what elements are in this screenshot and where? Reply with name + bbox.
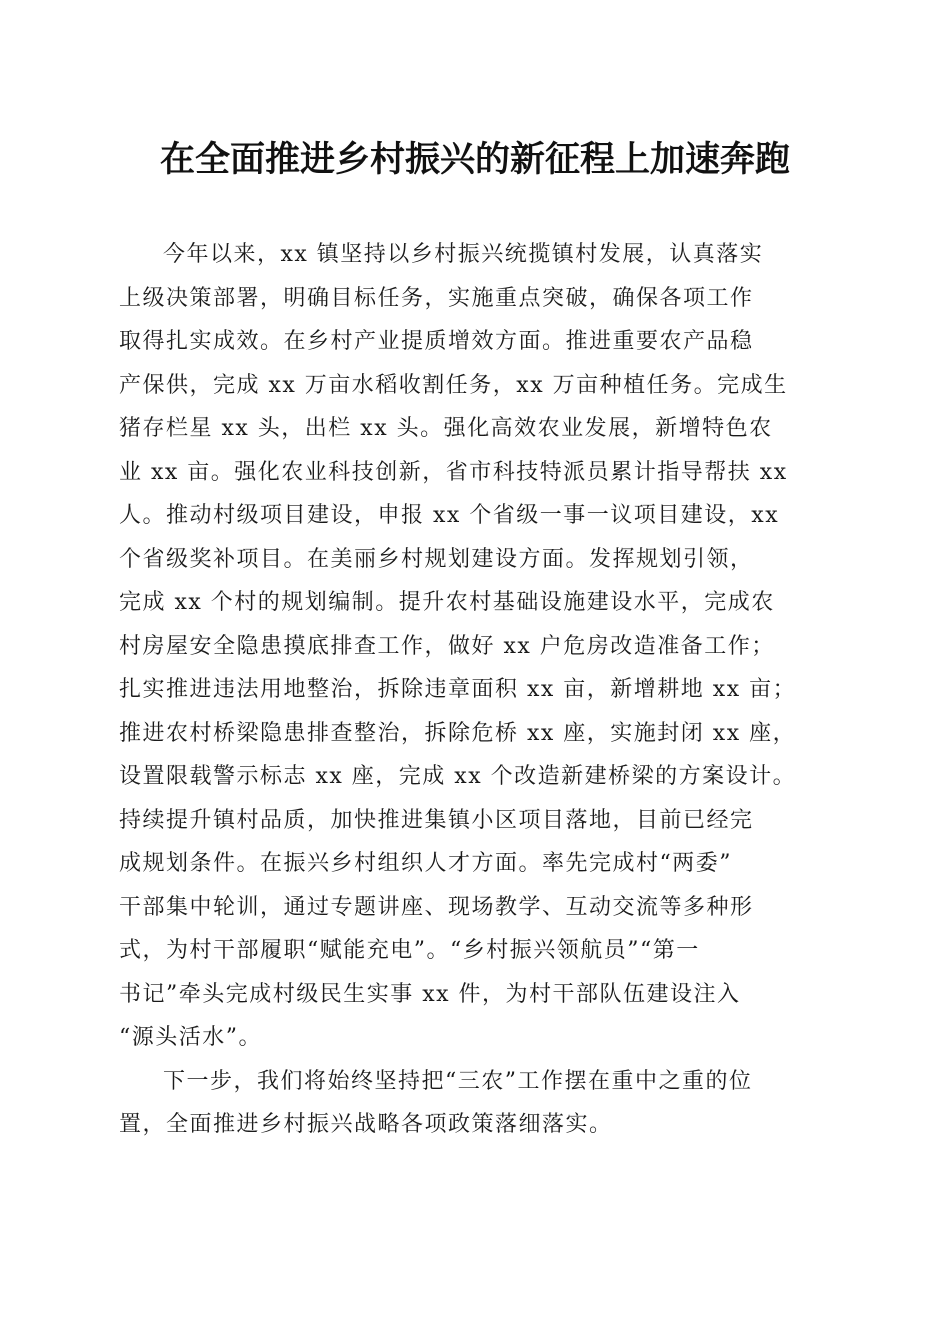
paragraph-line: 上级决策部署，明确目标任务，实施重点突破，确保各项工作 [119, 285, 754, 311]
document-body [119, 233, 831, 1147]
paragraph-line: 下一步，我们将始终坚持把“三农”工作摆在重中之重的位 [163, 1068, 753, 1094]
document-title: 在全面推进乡村振兴的新征程上加速奔跑 [159, 139, 790, 180]
paragraph-line: 人。推动村级项目建设，申报 xx 个省级一事一议项目建设，xx [119, 503, 780, 528]
paragraph-line: 式，为村干部履职“赋能充电”。“乡村振兴领航员”“第一 [119, 938, 700, 963]
paragraph-line: 设置限载警示标志 xx 座，完成 xx 个改造新建桥梁的方案设计。 [119, 764, 797, 789]
paragraph-line: 持续提升镇村品质，加快推进集镇小区项目落地，目前已经完 [119, 807, 754, 833]
paragraph-line: 业 xx 亩。强化农业科技创新，省市科技特派员累计指导帮扶 xx [119, 459, 788, 485]
paragraph-line: 今年以来，xx 镇坚持以乡村振兴统揽镇村发展，认真落实 [163, 242, 764, 267]
paragraph-line: 推进农村桥梁隐患排查整治，拆除危桥 xx 座，实施封闭 xx 座， [119, 720, 797, 746]
paragraph-line: 置，全面推进乡村振兴战略各项政策落细落实。 [119, 1112, 613, 1137]
paragraph-line: 个省级奖补项目。在美丽乡村规划建设方面。发挥规划引领， [119, 546, 754, 572]
paragraph-line: 取得扎实成效。在乡村产业提质增效方面。推进重要农产品稳 [119, 329, 754, 354]
paragraph-line: 干部集中轮训，通过专题讲座、现场教学、互动交流等多种形 [119, 894, 754, 920]
paragraph-line: 成规划条件。在振兴乡村组织人才方面。率先完成村“两委” [119, 851, 732, 876]
paragraph-1 [119, 233, 831, 1060]
paragraph-line: 村房屋安全隐患摸底排查工作，做好 xx 户危房改造准备工作； [119, 633, 775, 659]
paragraph-line: 书记”牵头完成村级民生实事 xx 件，为村干部队伍建设注入 [119, 981, 741, 1007]
paragraph-line: 扎实推进违法用地整治，拆除违章面积 xx 亩，新增耕地 xx 亩； [119, 677, 797, 702]
paragraph-line: 产保供，完成 xx 万亩水稻收割任务，xx 万亩种植任务。完成生 [119, 372, 788, 398]
paragraph-line: 猪存栏星 xx 头，出栏 xx 头。强化高效农业发展，新增特色农 [119, 416, 773, 441]
paragraph-line: 完成 xx 个村的规划编制。提升农村基础设施建设水平，完成农 [119, 590, 775, 615]
paragraph-line: “源头活水”。 [119, 1025, 262, 1050]
paragraph-2 [119, 1060, 831, 1147]
